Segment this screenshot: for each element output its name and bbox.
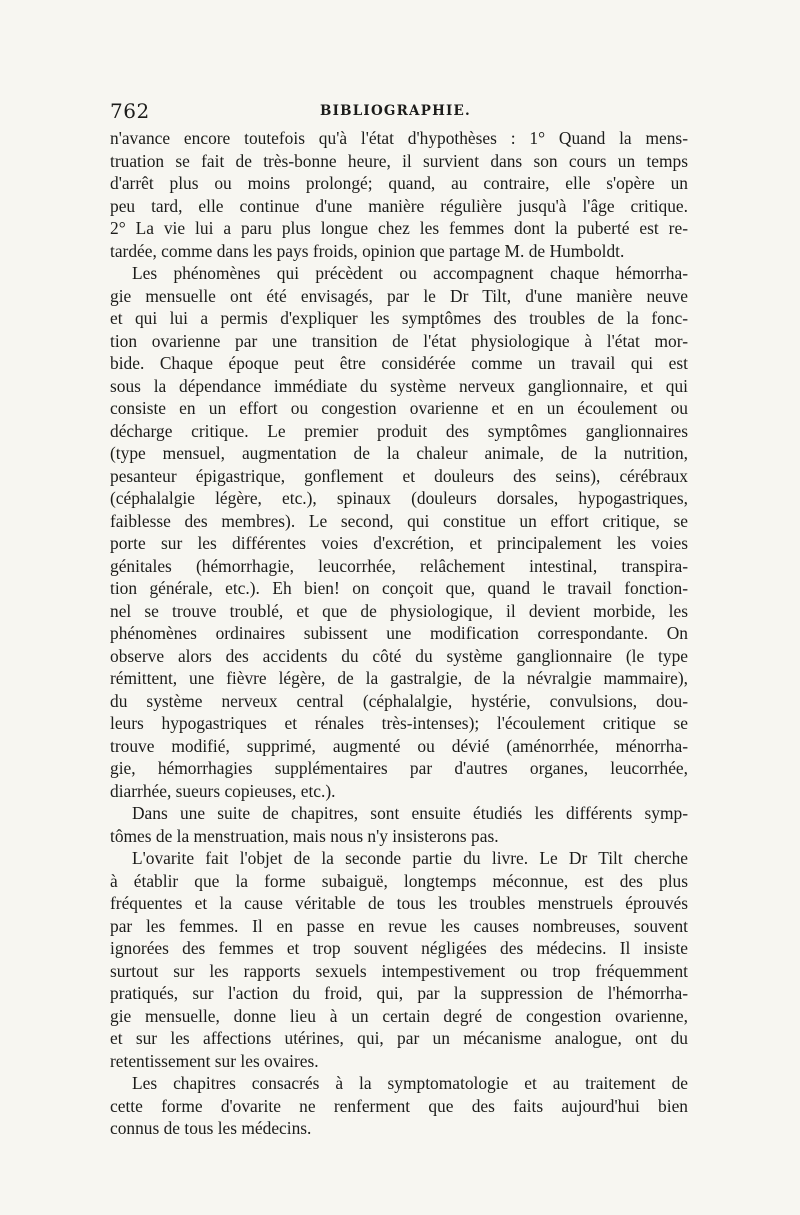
text-line: tômes de la menstruation, mais nous n'y insisterons pas. — [110, 825, 499, 846]
text-line: consiste en un effort ou congestion ovarienne et en un écoulement ou — [110, 398, 688, 418]
text-line: Dans une suite de chapitres, sont ensuite étudiés les différents symp- — [132, 803, 688, 823]
text-line: du système nerveux central (céphalalgie, hystérie, convulsions, dou- — [110, 690, 688, 711]
paragraph — [110, 802, 688, 847]
running-head — [110, 95, 688, 127]
text-line: porte sur les différentes voies d'excrétion, et principalement les voies — [110, 533, 688, 553]
text-line: trouve modifié, supprimé, augmenté ou dévié (aménorrhée, ménorrha- — [110, 735, 688, 756]
text-line: et qui lui a permis d'expliquer les symptômes des troubles de la fonc- — [110, 308, 688, 328]
text-line: génitales (hémorrhagie, leucorrhée, relâchement intestinal, transpira- — [110, 555, 688, 576]
book-page — [110, 95, 688, 1140]
text-line: Les phénomènes qui précèdent ou accompagnent chaque hémorrha- — [132, 263, 688, 283]
text-line: surtout sur les rapports sexuels intempestivement ou trop fréquemment — [110, 960, 688, 981]
text-line: phénomènes ordinaires subissent une modification correspondante. On — [110, 623, 688, 643]
text-line: et sur les affections utérines, qui, par un mécanisme analogue, ont du — [110, 1028, 688, 1048]
body-text — [110, 127, 688, 1140]
text-line: retentissement sur les ovaires. — [110, 1050, 319, 1071]
text-line: sous la dépendance immédiate du système nerveux ganglionnaire, et qui — [110, 375, 688, 396]
text-line: L'ovarite fait l'objet de la seconde partie du livre. Le Dr Tilt cherche — [132, 848, 688, 868]
paragraph — [110, 262, 688, 802]
text-line: connus de tous les médecins. — [110, 1118, 312, 1138]
text-line: nel se trouve troublé, et que de physiologique, il devient morbide, les — [110, 600, 688, 621]
text-line: tardée, comme dans les pays froids, opinion que partage M. de Humboldt. — [110, 240, 625, 261]
text-line: gie mensuelle, donne lieu à un certain degré de congestion ovarienne, — [110, 1005, 688, 1026]
text-line: par les femmes. Il en passe en revue les causes nombreuses, souvent — [110, 915, 688, 936]
text-line: pesanteur épigastrique, gonflement et douleurs des seins), cérébraux — [110, 465, 688, 486]
text-line: cette forme d'ovarite ne renferment que des faits aujourd'hui bien — [110, 1095, 688, 1116]
text-line: faiblesse des membres). Le second, qui constitue un effort critique, se — [110, 510, 688, 531]
text-line: pratiqués, sur l'action du froid, qui, par la suppression de l'hémorrha- — [110, 983, 688, 1003]
text-line: fréquentes et la cause véritable de tous les troubles menstruels éprouvés — [110, 893, 688, 913]
text-line: diarrhée, sueurs copieuses, etc.). — [110, 780, 336, 801]
text-line: truation se fait de très-bonne heure, il survient dans son cours un temps — [110, 150, 688, 171]
text-line: ignorées des femmes et trop souvent négligées des médecins. Il insiste — [110, 938, 688, 958]
text-line: tion ovarienne par une transition de l'état physiologique à l'état mor- — [110, 330, 688, 351]
text-line: à établir que la forme subaiguë, longtemps méconnue, est des plus — [110, 870, 688, 891]
text-line: gie, hémorrhagies supplémentaires par d'autres organes, leucorrhée, — [110, 758, 688, 778]
text-line: d'arrêt plus ou moins prolongé; quand, au contraire, elle s'opère un — [110, 173, 688, 193]
text-line: (céphalalgie légère, etc.), spinaux (douleurs dorsales, hypogastriques, — [110, 488, 688, 508]
text-line: tion générale, etc.). Eh bien! on conçoit que, quand le travail fonction- — [110, 578, 688, 598]
text-line: 2° La vie lui a paru plus longue chez les femmes dont la puberté est re- — [110, 218, 688, 238]
paragraph — [110, 127, 688, 262]
text-line: peu tard, elle continue d'une manière régulière jusqu'à l'âge critique. — [110, 195, 688, 216]
text-line: gie mensuelle ont été envisagés, par le Dr Tilt, d'une manière neuve — [110, 285, 688, 306]
text-line: (type mensuel, augmentation de la chaleur animale, de la nutrition, — [110, 443, 688, 463]
running-title: BIBLIOGRAPHIE. — [320, 103, 471, 119]
text-line: observe alors des accidents du côté du système ganglionnaire (le type — [110, 645, 688, 666]
text-line: bide. Chaque époque peut être considérée comme un travail qui est — [110, 353, 688, 373]
page-number: 762 — [110, 99, 150, 123]
text-line: Les chapitres consacrés à la symptomatologie et au traitement de — [132, 1073, 688, 1093]
paragraph — [110, 847, 688, 1072]
text-line: décharge critique. Le premier produit des symptômes ganglionnaires — [110, 420, 688, 441]
paragraph — [110, 1072, 688, 1140]
text-line: n'avance encore toutefois qu'à l'état d'hypothèses : 1° Quand la mens- — [110, 128, 688, 148]
text-line: leurs hypogastriques et rénales très-intenses); l'écoulement critique se — [110, 713, 688, 733]
text-line: rémittent, une fièvre légère, de la gastralgie, de la névralgie mammaire), — [110, 668, 688, 688]
